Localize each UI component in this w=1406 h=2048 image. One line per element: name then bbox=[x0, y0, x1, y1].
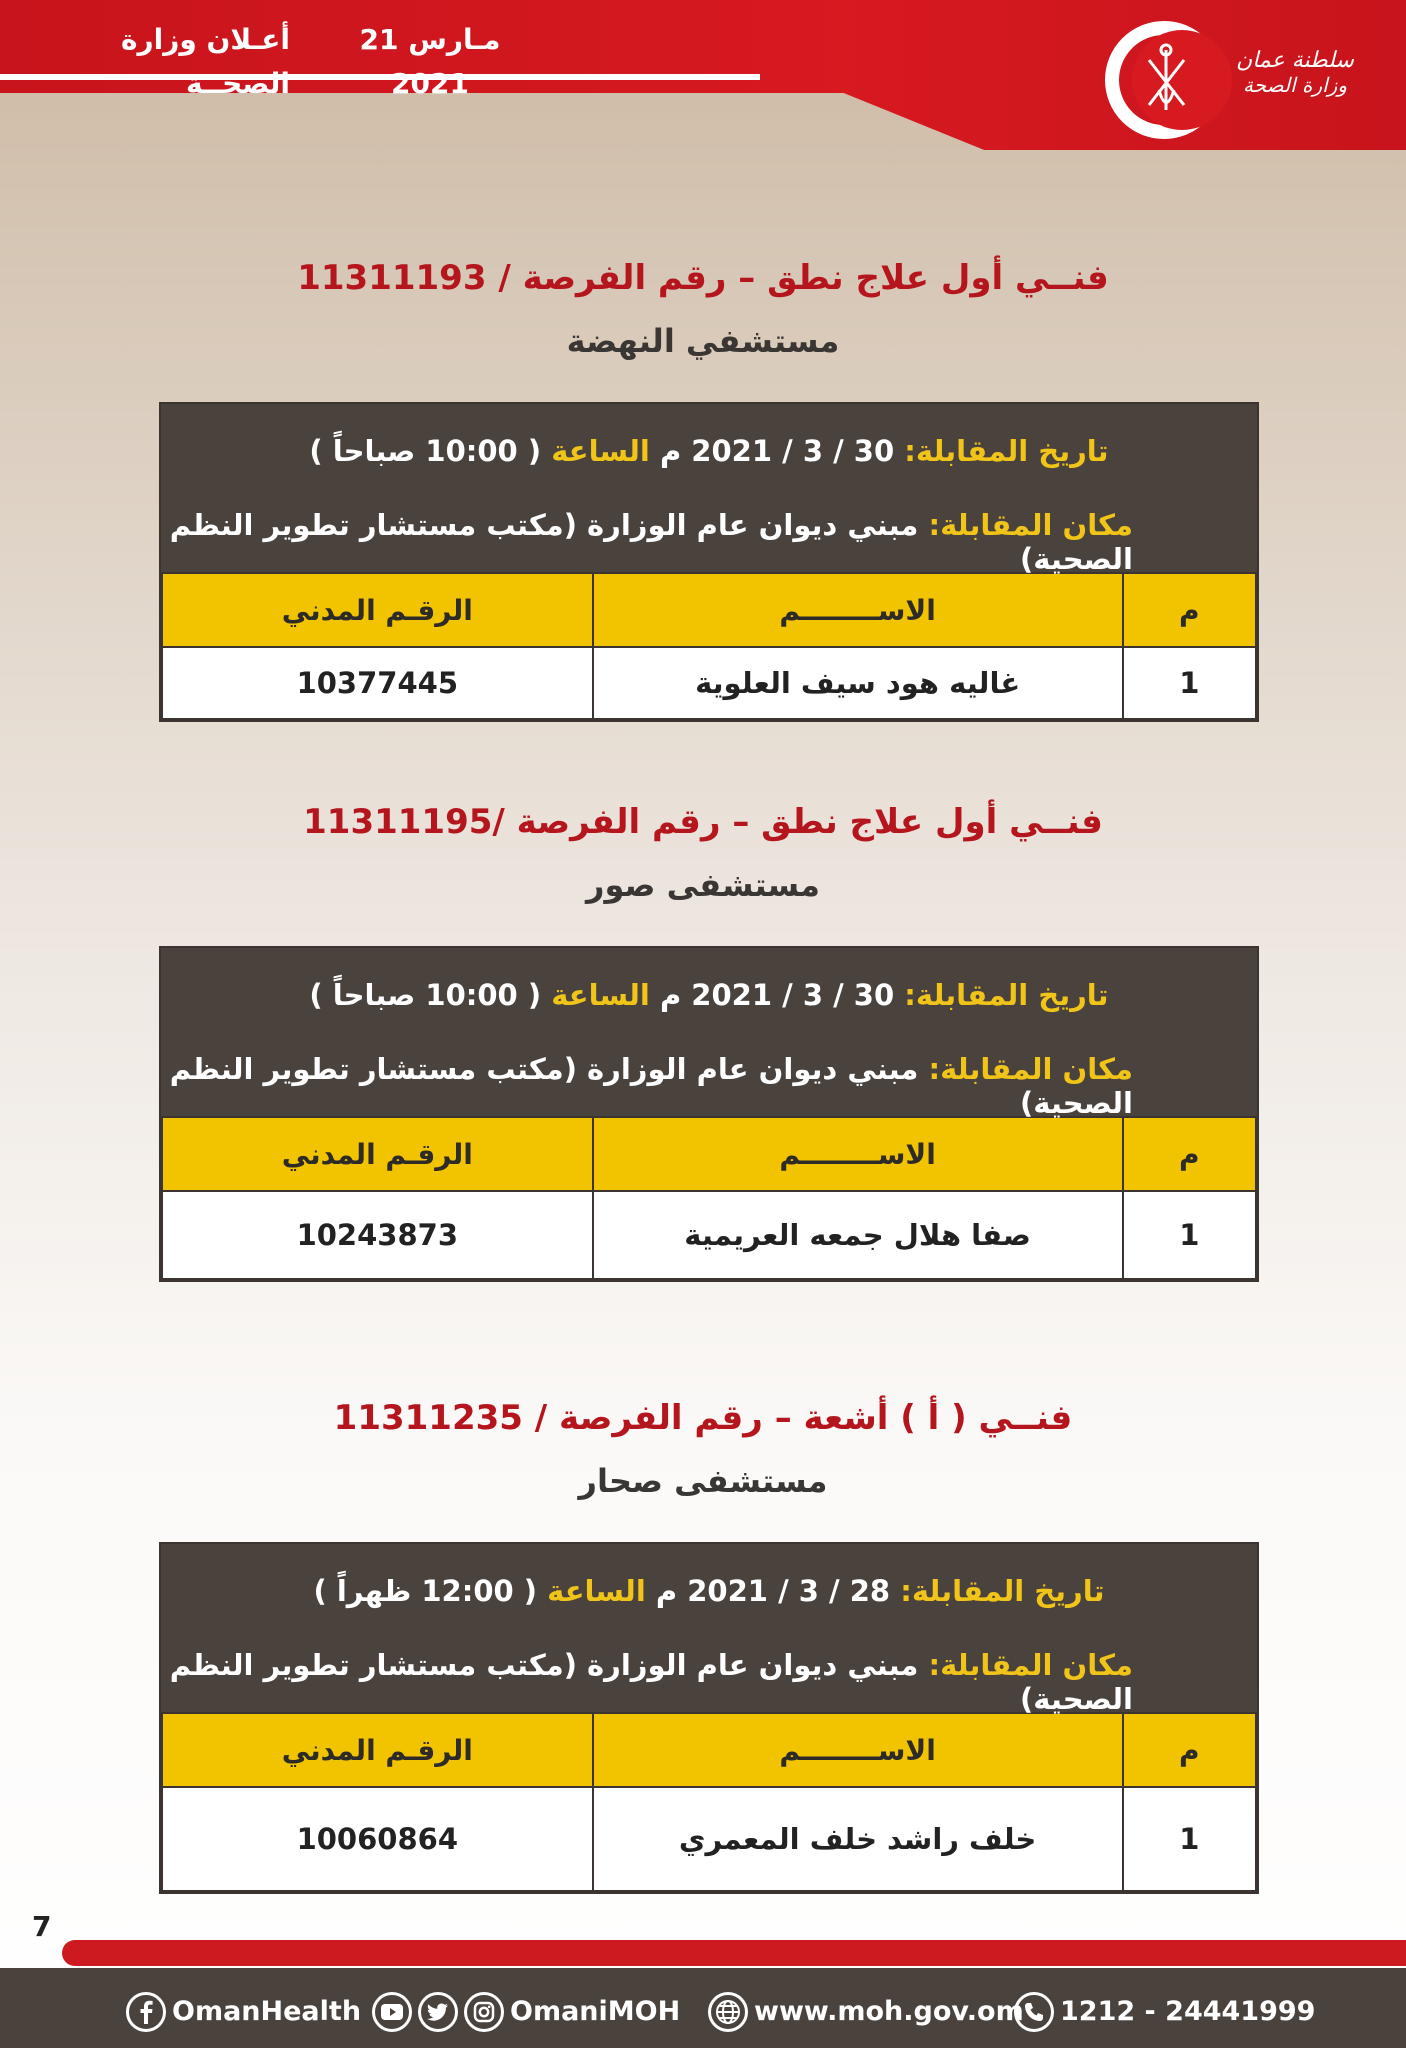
civil-id: 10060864 bbox=[162, 1787, 593, 1891]
candidate-name: غاليه هود سيف العلوية bbox=[593, 647, 1123, 719]
row-number: 1 bbox=[1123, 1787, 1256, 1891]
column-header-name: الاســــــــم bbox=[593, 1117, 1123, 1191]
hospital-name-2: مستشفى صور bbox=[586, 866, 820, 904]
candidates-table-3 bbox=[161, 1712, 1257, 1892]
candidates-table-2 bbox=[161, 1116, 1257, 1280]
time-value: ( 10:00 صباحاً ) bbox=[309, 434, 542, 468]
phone-number: 1212 - 24441999 bbox=[1060, 1996, 1316, 2027]
youtube-icon bbox=[372, 1992, 412, 2032]
date-value: 30 / 3 / 2021 م bbox=[659, 434, 895, 468]
interview-card-3 bbox=[159, 1542, 1259, 1894]
social-contact[interactable] bbox=[372, 1990, 680, 2034]
table-row bbox=[162, 1191, 1256, 1279]
hospital-name-3: مستشفى صحار bbox=[578, 1462, 828, 1500]
place-value: مبني ديوان عام الوزارة (مكتب مستشار تطوير النظم الصحية) bbox=[169, 1052, 1133, 1120]
civil-id: 10377445 bbox=[162, 647, 593, 719]
globe-icon bbox=[708, 1992, 748, 2032]
place-value: مبني ديوان عام الوزارة (مكتب مستشار تطوير النظم الصحية) bbox=[169, 508, 1133, 576]
date-label: تاريخ المقابلة: bbox=[904, 434, 1109, 468]
page-number: 7 bbox=[32, 1910, 52, 1943]
facebook-icon bbox=[126, 1992, 166, 2032]
logo-text bbox=[1205, 48, 1385, 97]
facebook-contact[interactable] bbox=[126, 1990, 361, 2034]
job-title-3: فنــي ( أ ) أشعة – رقم الفرصة / 11311235 bbox=[333, 1398, 1073, 1438]
hospital-name-1: مستشفي النهضة bbox=[566, 322, 840, 360]
time-value: ( 10:00 صباحاً ) bbox=[309, 978, 542, 1012]
column-header-civil-id: الرقـم المدني bbox=[162, 573, 593, 647]
announcement-title: أعـلان وزارة الصحــة bbox=[121, 23, 290, 100]
job-title-2: فنــي أول علاج نطق – رقم الفرصة /11311195 bbox=[303, 802, 1103, 842]
facebook-handle: OmanHealth bbox=[172, 1996, 362, 2027]
interview-date-line bbox=[161, 978, 1257, 1012]
interview-date-line bbox=[161, 434, 1257, 468]
logo-ministry-label: وزارة الصحة bbox=[1243, 73, 1347, 97]
candidate-name: خلف راشد خلف المعمري bbox=[593, 1787, 1123, 1891]
interview-info-2 bbox=[161, 948, 1257, 1120]
date-label: تاريخ المقابلة: bbox=[900, 1574, 1105, 1608]
interview-info-3 bbox=[161, 1544, 1257, 1716]
interview-place-line bbox=[161, 508, 1257, 576]
instagram-icon bbox=[464, 1992, 504, 2032]
place-label: مكان المقابلة: bbox=[928, 1648, 1133, 1682]
time-value: ( 12:00 ظهراً ) bbox=[313, 1574, 538, 1608]
row-number: 1 bbox=[1123, 1191, 1256, 1279]
interview-info-1 bbox=[161, 404, 1257, 576]
candidate-name: صفا هلال جمعه العريمية bbox=[593, 1191, 1123, 1279]
job-title-1: فنــي أول علاج نطق – رقم الفرصة / 11311193 bbox=[297, 258, 1109, 298]
interview-card-1 bbox=[159, 402, 1259, 722]
candidates-table-1 bbox=[161, 572, 1257, 720]
column-header-name: الاســــــــم bbox=[593, 573, 1123, 647]
date-value: 28 / 3 / 2021 م bbox=[655, 1574, 891, 1608]
place-label: مكان المقابلة: bbox=[928, 1052, 1133, 1086]
column-header-number: م bbox=[1123, 573, 1256, 647]
column-header-civil-id: الرقـم المدني bbox=[162, 1117, 593, 1191]
column-header-number: م bbox=[1123, 1117, 1256, 1191]
table-row bbox=[162, 647, 1256, 719]
date-value: 30 / 3 / 2021 م bbox=[659, 978, 895, 1012]
logo-sultanate-label: سلطنة عمان bbox=[1236, 48, 1354, 73]
column-header-number: م bbox=[1123, 1713, 1256, 1787]
website-contact[interactable] bbox=[708, 1990, 1024, 2034]
footer-stripe bbox=[62, 1940, 1406, 1966]
time-label: الساعة bbox=[551, 434, 650, 468]
column-header-civil-id: الرقـم المدني bbox=[162, 1713, 593, 1787]
phone-contact[interactable] bbox=[1014, 1990, 1315, 2034]
date-label: تاريخ المقابلة: bbox=[904, 978, 1109, 1012]
header-divider bbox=[0, 74, 760, 80]
civil-id: 10243873 bbox=[162, 1191, 593, 1279]
website-url: www.moh.gov.om bbox=[754, 1996, 1024, 2027]
social-handle: OmaniMOH bbox=[510, 1996, 681, 2027]
interview-date-line bbox=[161, 1574, 1257, 1608]
place-value: مبني ديوان عام الوزارة (مكتب مستشار تطوير النظم الصحية) bbox=[169, 1648, 1133, 1716]
interview-place-line bbox=[161, 1052, 1257, 1120]
interview-place-line bbox=[161, 1648, 1257, 1716]
interview-card-2 bbox=[159, 946, 1259, 1282]
table-row bbox=[162, 1787, 1256, 1891]
announcement-date: 21 مـارس 2021 bbox=[359, 23, 501, 100]
time-label: الساعة bbox=[551, 978, 650, 1012]
time-label: الساعة bbox=[547, 1574, 646, 1608]
row-number: 1 bbox=[1123, 647, 1256, 719]
place-label: مكان المقابلة: bbox=[928, 508, 1133, 542]
twitter-icon bbox=[418, 1992, 458, 2032]
phone-icon bbox=[1014, 1992, 1054, 2032]
column-header-name: الاســــــــم bbox=[593, 1713, 1123, 1787]
